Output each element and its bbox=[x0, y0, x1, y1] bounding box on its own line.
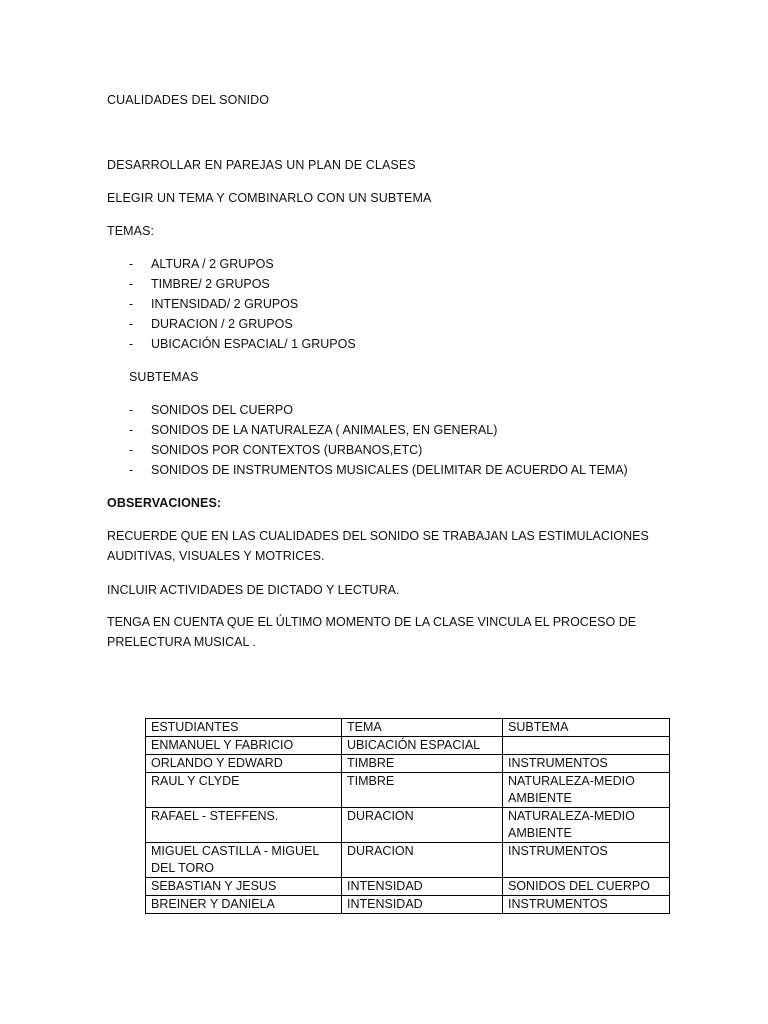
table-cell: TIMBRE bbox=[342, 755, 503, 773]
instruction-1: DESARROLLAR EN PAREJAS UN PLAN DE CLASES bbox=[107, 158, 416, 172]
table-cell: INTENSIDAD bbox=[342, 896, 503, 914]
table-cell: NATURALEZA-MEDIO AMBIENTE bbox=[503, 808, 670, 843]
table-cell: INSTRUMENTOS bbox=[503, 896, 670, 914]
table-cell: NATURALEZA-MEDIO AMBIENTE bbox=[503, 773, 670, 808]
table-cell: SEBASTIAN Y JESUS bbox=[146, 878, 342, 896]
observacion-paragraph-3: TENGA EN CUENTA QUE EL ÚLTIMO MOMENTO DE LA CLASE VINCULA EL PROCESO DE PRELECTURA MUSICAL . bbox=[107, 615, 637, 649]
table-cell: ORLANDO Y EDWARD bbox=[146, 755, 342, 773]
column-header-subtema: SUBTEMA bbox=[503, 719, 670, 737]
bullet-dash: - bbox=[129, 443, 134, 457]
bullet-dash: - bbox=[129, 257, 134, 271]
document-title: CUALIDADES DEL SONIDO bbox=[107, 93, 270, 107]
subtemas-heading: SUBTEMAS bbox=[129, 370, 199, 384]
bullet-dash: - bbox=[129, 277, 134, 291]
table-row bbox=[146, 843, 670, 878]
bullet-dash: - bbox=[129, 317, 134, 331]
table-cell: RAUL Y CLYDE bbox=[146, 773, 342, 808]
observacion-paragraph-2: INCLUIR ACTIVIDADES DE DICTADO Y LECTURA. bbox=[107, 583, 400, 597]
table-row bbox=[146, 878, 670, 896]
table-cell: INSTRUMENTOS bbox=[503, 843, 670, 878]
bullet-dash: - bbox=[129, 463, 134, 477]
column-header-estudiantes: ESTUDIANTES bbox=[146, 719, 342, 737]
column-header-tema: TEMA bbox=[342, 719, 503, 737]
table-cell: DURACION bbox=[342, 843, 503, 878]
table-row bbox=[146, 737, 670, 755]
observacion-paragraph-1: RECUERDE QUE EN LAS CUALIDADES DEL SONIDO SE TRABAJAN LAS ESTIMULACIONES AUDITIVAS, VISUALES Y MOTRICES. bbox=[107, 529, 649, 563]
observaciones-heading: OBSERVACIONES: bbox=[107, 496, 222, 510]
document-page: CUALIDADES DEL SONIDO DESARROLLAR EN PAREJAS UN PLAN DE CLASES ELEGIR UN TEMA Y COMBINARLO CON UN SUBTEMA TEMAS: - ALTURA / 2 GRUPOS - TIMBRE/ 2 GRUPOS - INTENSIDAD/ 2 GRUPOS - DURACION / 2 GRUPOS - UBICACIÓN ESPACIAL/ 1 GRUPOS SUBTEMAS - SONIDOS DEL CUERPO - SONIDOS DE LA NATURALEZA ( ANIMALES, EN GENERAL) - SONIDOS POR CONTEXTOS (URBANOS,ETC) - SONIDOS DE INSTRUMENTOS MUSICALES (DELIMITAR DE ACUERDO AL TEMA) OBSERVACIONES: RECUERDE QUE EN LAS CUALIDADES DEL SONIDO SE TRABAJAN LAS ESTIMULACIONES AUDITIVAS, VISUALES Y MOTRICES. INCLUIR ACTIVIDADES DE DICTADO Y LECTURA. TENGA EN CUENTA QUE EL ÚLTIMO MOMENTO DE LA CLASE VINCULA EL PROCESO DE PRELECTURA MUSICAL . ESTUDIANTES TEMA SUBTEMA ENMANUEL Y FABRICIO UBICACIÓN ESPACIAL ORLANDO Y EDWARD TIMBRE INSTRUMENTOS RAUL Y CLYDE TIMBRE NATURALEZA-MEDIO AMBIENTE RAFAEL - STEFFENS. DURACION NATURALEZA-MEDIO AMBIENTE MIGUEL CASTILLA - MIGUEL DEL TORO DURACION INSTRUMENTOS SEBASTIAN Y JESUS INTENSIDAD SONIDOS DEL CUERPO BREINER Y DANIELA INTENSIDAD INSTRUMENTOS bbox=[0, 0, 768, 1024]
assignment-table bbox=[145, 718, 670, 914]
bullet-dash: - bbox=[129, 423, 134, 437]
table-cell: DURACION bbox=[342, 808, 503, 843]
table-cell: BREINER Y DANIELA bbox=[146, 896, 342, 914]
table-cell: RAFAEL - STEFFENS. bbox=[146, 808, 342, 843]
table-cell: INTENSIDAD bbox=[342, 878, 503, 896]
table-row bbox=[146, 755, 670, 773]
temas-heading: TEMAS: bbox=[107, 224, 155, 238]
table-header-row bbox=[146, 719, 670, 737]
bullet-dash: - bbox=[129, 337, 134, 351]
table-cell: TIMBRE bbox=[342, 773, 503, 808]
table-cell: ENMANUEL Y FABRICIO bbox=[146, 737, 342, 755]
table-cell: MIGUEL CASTILLA - MIGUEL DEL TORO bbox=[146, 843, 342, 878]
instruction-2: ELEGIR UN TEMA Y COMBINARLO CON UN SUBTEMA bbox=[107, 191, 432, 205]
table-row bbox=[146, 896, 670, 914]
table-cell: SONIDOS DEL CUERPO bbox=[503, 878, 670, 896]
bullet-dash: - bbox=[129, 297, 134, 311]
table-cell: INSTRUMENTOS bbox=[503, 755, 670, 773]
table-row bbox=[146, 808, 670, 843]
table-cell: UBICACIÓN ESPACIAL bbox=[342, 737, 503, 755]
table-row bbox=[146, 773, 670, 808]
bullet-dash: - bbox=[129, 403, 134, 417]
table-cell bbox=[503, 737, 670, 755]
